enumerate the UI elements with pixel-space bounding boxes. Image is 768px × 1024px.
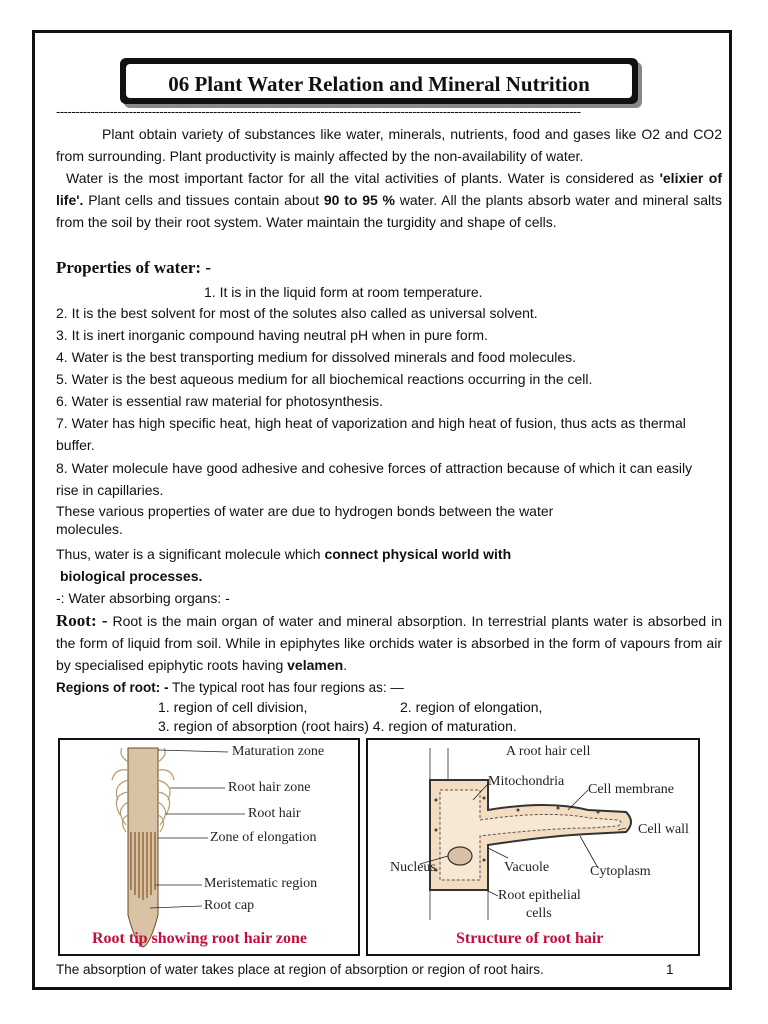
label-cytoplasm: Cytoplasm	[590, 864, 651, 879]
label-vacuole: Vacuole	[504, 860, 550, 875]
significance-line-2: biological processes.	[60, 568, 203, 584]
intro-paragraph-1: Plant obtain variety of substances like water, minerals, nutrients, food and gases like O2 and CO2 from surrounding. Plant productivity is mainly affected by the non-availability of water.	[56, 126, 722, 164]
separator-line: -----------------------------------------------------------------------------------------------------------------------------------------	[56, 104, 581, 119]
label-meristematic-region: Meristematic region	[204, 876, 318, 891]
region-item-1: 1. region of cell division,	[158, 699, 308, 715]
label-maturation-zone: Maturation zone	[232, 744, 325, 759]
significance-line: Thus, water is a significant molecule which connect physical world with	[56, 546, 512, 562]
page-title: 06 Plant Water Relation and Mineral Nutrition	[168, 72, 590, 96]
property-item-2: 2. It is the best solvent for most of the solutes also called as universal solvent.	[56, 305, 538, 321]
label-root-hair-zone: Root hair zone	[228, 780, 311, 795]
root-tip-illustration	[60, 740, 358, 954]
root-tip-figure	[58, 738, 360, 956]
properties-heading: Properties of water: -	[56, 258, 211, 277]
absorbing-organs-heading: -: Water absorbing organs: -	[56, 590, 230, 606]
footer-text: The absorption of water takes place at region of absorption or region of root hairs.	[56, 962, 544, 977]
label-cell-wall: Cell wall	[638, 822, 689, 837]
region-item-2: 2. region of elongation,	[400, 699, 543, 715]
property-item-7: 7. Water has high specific heat, high heat of vaporization and high heat of fusion, thus acts as thermal buffer.	[56, 415, 686, 453]
root-hair-figure	[366, 738, 700, 956]
property-item-5: 5. Water is the best aqueous medium for all biochemical reactions occurring in the cell.	[56, 371, 593, 387]
label-cells: cells	[526, 906, 552, 921]
region-item-3: 3. region of absorption (root hairs) 4. region of maturation.	[158, 718, 517, 734]
label-root-hair: Root hair	[248, 806, 301, 821]
label-root-hair-cell: A root hair cell	[506, 744, 591, 759]
figure1-caption: Root tip showing root hair zone	[92, 930, 307, 947]
label-zone-of-elongation: Zone of elongation	[210, 830, 317, 845]
label-root-epithelial: Root epithelial	[498, 888, 581, 903]
intro-paragraph-2: Water is the most important factor for all the vital activities of plants. Water is considered as 'elixier of life'. Plant cells and tissues contain about 90 to 95 % water. All the plants absorb water and mineral salts from the soil by their root system. Water maintain the turgidity and shape of cells.	[56, 170, 722, 230]
property-item-3: 3. It is inert inorganic compound having neutral pH when in pure form.	[56, 327, 488, 343]
property-item-6: 6. Water is essential raw material for photosynthesis.	[56, 393, 384, 409]
page-number: 1	[666, 962, 674, 977]
title-banner	[120, 58, 638, 104]
property-item-1: 1. It is in the liquid form at room temperature.	[204, 284, 483, 300]
property-item-4: 4. Water is the best transporting medium for dissolved minerals and food molecules.	[56, 349, 577, 365]
property-item-8: 8. Water molecule have good adhesive and cohesive forces of attraction because of which it can easily rise in capillaries.	[56, 460, 693, 498]
label-mitochondria: Mitochondria	[488, 774, 565, 789]
properties-summary: These various properties of water are due to hydrogen bonds between the water molecules.	[56, 503, 554, 537]
label-root-cap: Root cap	[204, 898, 255, 913]
label-nucleus: Nucleus	[390, 860, 436, 875]
root-paragraph: Root: - Root is the main organ of water and mineral absorption. In terrestrial plants water is absorbed in the form of liquid from soil. While in epiphytes like orchids water is absorbed in the form of vapours from air by specialised epiphytic roots having velamen.	[56, 611, 722, 673]
label-cell-membrane: Cell membrane	[588, 782, 674, 797]
regions-intro: Regions of root: - The typical root has four regions as: —	[56, 680, 404, 695]
figure2-caption: Structure of root hair	[456, 930, 604, 947]
